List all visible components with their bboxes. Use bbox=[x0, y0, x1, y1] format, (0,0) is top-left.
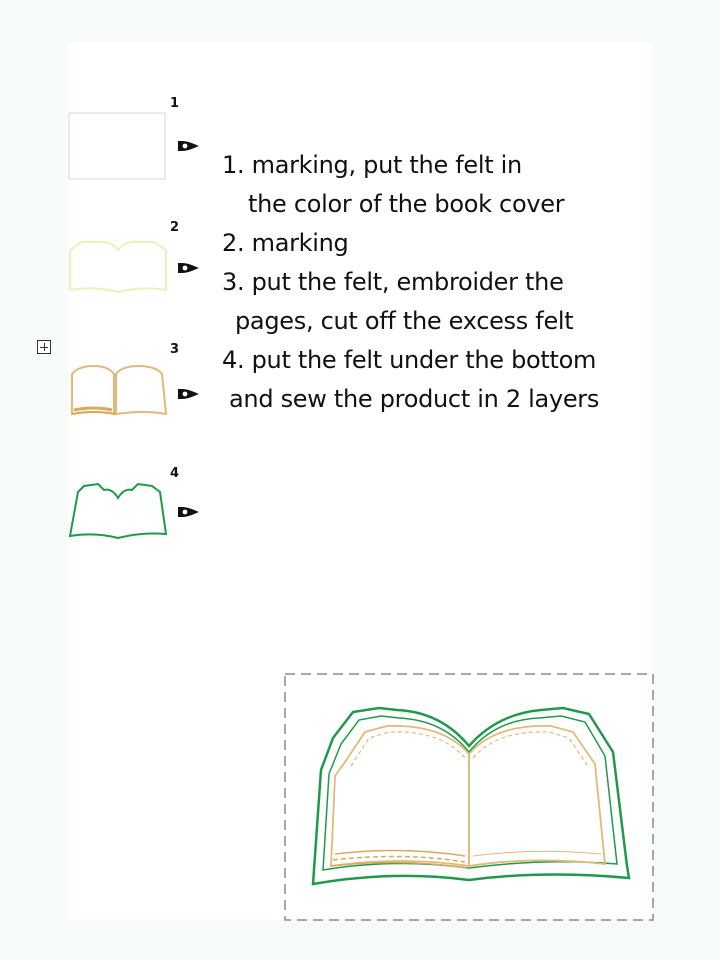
eye-icon[interactable] bbox=[176, 504, 202, 520]
eye-icon[interactable] bbox=[176, 138, 202, 154]
green-book-outline-thumbnail[interactable] bbox=[64, 478, 172, 550]
tan-book-pages-thumbnail[interactable] bbox=[64, 360, 172, 426]
step-2-number: 2 bbox=[170, 220, 180, 235]
instruction-line-7: and sew the product in 2 layers bbox=[229, 385, 600, 413]
instruction-line-5: pages, cut off the excess felt bbox=[235, 307, 574, 335]
eye-icon[interactable] bbox=[176, 386, 202, 402]
instruction-line-1: 1. marking, put the felt in bbox=[222, 151, 522, 179]
book-design-preview[interactable] bbox=[283, 670, 655, 924]
step-3-number: 3 bbox=[170, 342, 180, 357]
instruction-line-3: 2. marking bbox=[222, 229, 349, 257]
yellow-book-marking-thumbnail[interactable] bbox=[66, 236, 170, 300]
instruction-line-4: 3. put the felt, embroider the bbox=[222, 268, 564, 296]
instructions-text bbox=[222, 146, 682, 419]
instruction-line-6: 4. put the felt under the bottom bbox=[222, 346, 597, 374]
instruction-line-2: the color of the book cover bbox=[248, 190, 565, 218]
blank-marking-thumbnail[interactable] bbox=[68, 112, 166, 184]
step-4-number: 4 bbox=[170, 466, 180, 481]
step-1-number: 1 bbox=[170, 96, 180, 111]
expand-plus-icon[interactable] bbox=[37, 340, 51, 354]
eye-icon[interactable] bbox=[176, 260, 202, 276]
